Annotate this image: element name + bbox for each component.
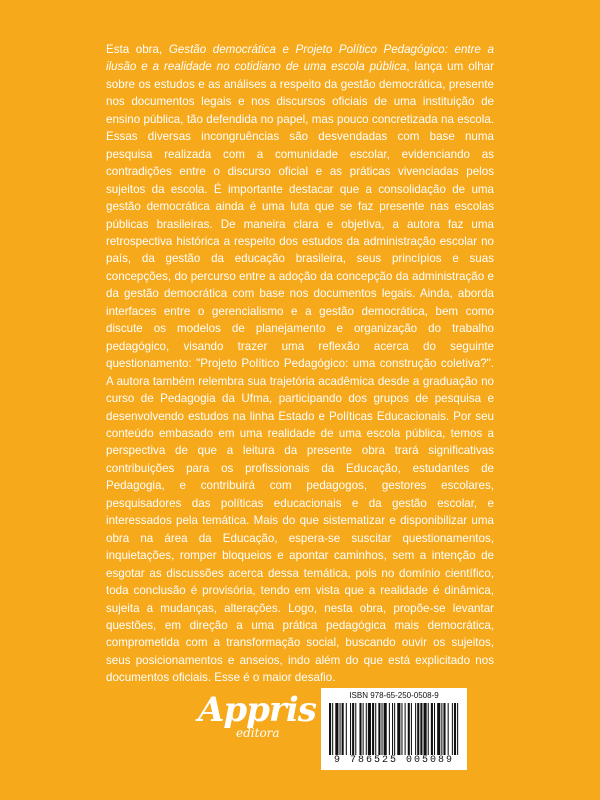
barcode-bar bbox=[397, 703, 400, 755]
barcode-bar bbox=[443, 703, 445, 755]
barcode-bar bbox=[415, 703, 416, 755]
publisher-sub: editora bbox=[236, 726, 280, 740]
barcode-bar bbox=[384, 703, 387, 755]
barcode-bar bbox=[389, 703, 390, 755]
barcode-bar bbox=[434, 703, 435, 755]
blurb-intro: Esta obra, bbox=[106, 43, 169, 56]
barcode-bar bbox=[372, 703, 374, 755]
book-title: Gestão democrática e Projeto Político Pedagógico: entre a ilusão e a realidade no cotidiano de uma escola pública bbox=[106, 43, 494, 74]
barcode-bar bbox=[329, 703, 331, 755]
barcode-bar bbox=[424, 703, 427, 755]
barcode-bar bbox=[335, 703, 338, 755]
barcode-bar bbox=[408, 703, 410, 755]
barcode-bar bbox=[342, 703, 344, 755]
barcode-bar bbox=[382, 703, 383, 755]
barcode-bar bbox=[457, 703, 458, 755]
isbn-label: ISBN 978-65-250-0508-9 bbox=[349, 691, 439, 700]
barcode-box bbox=[321, 688, 467, 770]
back-cover-blurb bbox=[106, 41, 494, 687]
barcode-bar bbox=[378, 703, 380, 755]
barcode-bar bbox=[405, 703, 406, 755]
barcode-bar bbox=[411, 703, 412, 755]
barcode-bar bbox=[401, 703, 402, 755]
barcode-bar bbox=[428, 703, 429, 755]
barcode-bar bbox=[448, 703, 449, 755]
barcode-bar bbox=[417, 703, 419, 755]
publisher-name: Appris bbox=[198, 690, 316, 730]
barcode-bar bbox=[392, 703, 393, 755]
barcode-bar bbox=[431, 703, 433, 755]
barcode-bar bbox=[350, 703, 351, 755]
publisher-logo bbox=[194, 690, 316, 760]
barcode-bar bbox=[437, 703, 440, 755]
barcode-number: 9 786525 005089 bbox=[333, 755, 454, 766]
barcode-bar bbox=[352, 703, 354, 755]
barcode-bar bbox=[454, 703, 456, 755]
barcode-bar bbox=[394, 703, 395, 755]
barcode-bar bbox=[375, 703, 376, 755]
barcode-bar bbox=[441, 703, 442, 755]
barcode-bar bbox=[346, 703, 347, 755]
barcode-bar bbox=[363, 703, 364, 755]
barcode-bar bbox=[359, 703, 361, 755]
barcode-bar bbox=[355, 703, 356, 755]
barcode-bar bbox=[452, 703, 453, 755]
barcode-bars bbox=[329, 703, 459, 755]
barcode-bar bbox=[366, 703, 367, 755]
blurb-text: , lança um olhar sobre os estudos e as análises a respeito da gestão democrática, presente nos documentos legais e nos discursos oficiais de uma instituição de ensino pública, tão defendida no papel, mas pouco concretizada na escola. Essas diversas incongruências são desvendadas com base numa pesquisa realizada com a comunidade escolar, evidenciando as contradições entre o discurso oficial e as práticas vivenciadas pelos sujeitos da escola. É importante destacar que a consolidação de uma gestão democrática ainda é uma luta que se faz presente nas escolas públicas brasileiras. De maneira clara e objetiva, a autora faz uma retrospectiva histórica a respeito dos estudos da administração escolar no país, da gestão da educação brasileira, seus princípios e suas concepções, do percurso entre a adoção da concepção da administração e da gestão democrática com base nos documentos legais. Ainda, aborda interfaces entre o gerencialismo e a gestão democrática, bem como discute os modelos de planejamento e organização do trabalho pedagógico, visando trazer uma reflexão acerca do seguinte questionamento: "Projeto Político Pedagógico: uma construção coletiva?". A autora também relembra sua trajetória acadêmica desde a graduação no curso de Pedagogia da Ufma, participando dos grupos de pesquisa e desenvolvendo estudos na linha Estado e Políticas Educacionais. Por seu conteúdo embasado em uma realidade de uma escola pública, temos a perspectiva de que a leitura da presente obra trará significativas contribuições para os profissionais da Educação, estudantes de Pedagogia, e contribuirá com pedagogos, gestores escolares, pesquisadores das políticas educacionais e da gestão escolar, e interessados pela temática. Mais do que sistematizar e disponibilizar uma obra na área da Educação, espera-se suscitar questionamentos, inquietações, romper bloqueios e apontar caminhos, sem a intenção de esgotar as discussões acerca dessa temática, pois no domínio científico, toda conclusão é provisória, tendo em vista que a realidade é dinâmica, sujeita a mudanças, alterações. Logo, nesta obra, propõe-se levantar questões, em direção a uma prática pedagógica mais democrática, comprometida com a transformação social, buscando ouvir os sujeitos, seus posicionamentos e anseios, indo além do que está explicitado nos documentos oficiais. Esse é o maior desafio. bbox=[106, 60, 494, 685]
barcode-bar bbox=[340, 703, 341, 755]
barcode-bar bbox=[420, 703, 422, 755]
barcode-bar bbox=[368, 703, 371, 755]
barcode-bar bbox=[332, 703, 333, 755]
